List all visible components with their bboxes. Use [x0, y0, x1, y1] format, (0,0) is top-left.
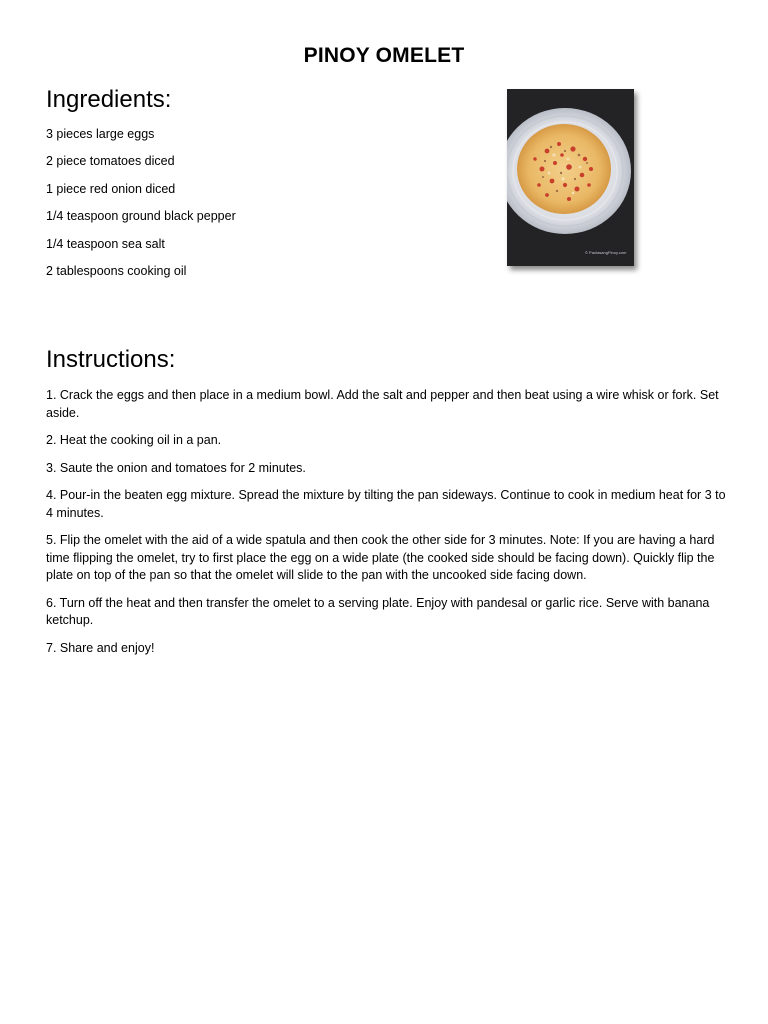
ingredient-item: 2 tablespoons cooking oil: [46, 263, 187, 278]
instructions-heading: Instructions:: [46, 346, 176, 373]
instruction-step: 1. Crack the eggs and then place in a medium bowl. Add the salt and pepper and then beat using a wire whisk or fork. Set aside.: [46, 388, 719, 420]
omelet-photo: [507, 89, 634, 266]
instructions-list: [46, 387, 726, 667]
recipe-title: PINOY OMELET: [303, 44, 465, 67]
instruction-step: 4. Pour-in the beaten egg mixture. Spread the mixture by tilting the pan sideways. Continue to cook in medium heat for 3 to 4 minutes.: [46, 488, 726, 520]
instruction-step: 6. Turn off the heat and then transfer the omelet to a serving plate. Enjoy with pandesal or garlic rice. Serve with banana ketchup.: [46, 595, 710, 627]
ingredients-heading: Ingredients:: [46, 86, 172, 113]
photo-watermark: © PanlasangPinoy.com: [585, 250, 627, 255]
ingredient-item: 1 piece red onion diced: [46, 181, 176, 196]
ingredients-list: [46, 126, 236, 290]
ingredient-item: 1/4 teaspoon sea salt: [46, 236, 165, 251]
instruction-step: 5. Flip the omelet with the aid of a wide spatula and then cook the other side for 3 minutes. Note: If you are having a hard time flipping the omelet, try to first place the egg on a wide plate (the cooked side should be facing down). Quickly flip the plate on top of the pan so that the omelet will slide to the pan with the uncooked side facing down.: [46, 533, 715, 582]
ingredient-item: 3 pieces large eggs: [46, 127, 155, 141]
ingredient-item: 2 piece tomatoes diced: [46, 154, 175, 169]
instruction-step: 2. Heat the cooking oil in a pan.: [46, 433, 222, 447]
instruction-step: 3. Saute the onion and tomatoes for 2 minutes.: [46, 460, 306, 475]
instruction-step: 7. Share and enjoy!: [46, 640, 155, 655]
omelet-shape: [517, 124, 611, 214]
ingredient-item: 1/4 teaspoon ground black pepper: [46, 209, 236, 224]
